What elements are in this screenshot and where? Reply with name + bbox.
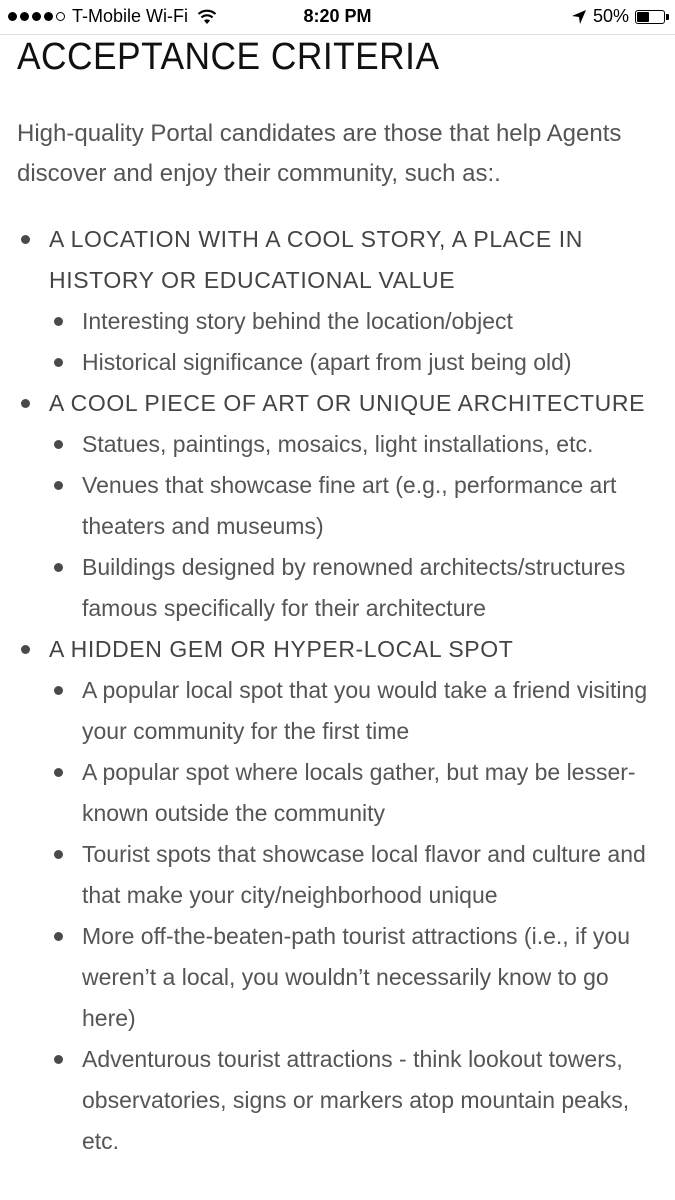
bullet-icon bbox=[54, 563, 63, 572]
list-item bbox=[49, 424, 663, 465]
carrier-name: T-Mobile Wi-Fi bbox=[72, 6, 188, 26]
list-item-text: Buildings designed by renowned architects/structures famous specifically for their architecture bbox=[82, 554, 626, 621]
bullet-icon bbox=[54, 850, 63, 859]
intro-paragraph: High-quality Portal candidates are those that help Agents discover and enjoy their community, such as:. bbox=[17, 120, 622, 187]
bullet-icon bbox=[54, 317, 63, 326]
bullet-icon bbox=[54, 481, 63, 490]
list-item-text: Venues that showcase fine art (e.g., performance art theaters and museums) bbox=[82, 472, 617, 539]
bullet-icon bbox=[54, 932, 63, 941]
sub-list bbox=[49, 424, 663, 629]
list-item-text: More off-the-beaten-path tourist attractions (i.e., if you weren’t a local, you wouldn’t necessarily know to go here) bbox=[82, 923, 631, 1031]
page-title: ACCEPTANCE CRITERIA bbox=[17, 36, 440, 78]
category-title: A LOCATION WITH A COOL STORY, A PLACE IN HISTORY OR EDUCATIONAL VALUE bbox=[49, 226, 583, 293]
sub-list bbox=[49, 670, 663, 1162]
bullet-icon bbox=[54, 440, 63, 449]
list-item-text: Historical significance (apart from just being old) bbox=[82, 349, 572, 375]
list-item bbox=[49, 1039, 663, 1162]
bullet-icon bbox=[21, 235, 30, 244]
category-title: A HIDDEN GEM OR HYPER-LOCAL SPOT bbox=[49, 636, 514, 662]
bullet-icon bbox=[54, 686, 63, 695]
criteria-category bbox=[0, 383, 675, 629]
list-item bbox=[49, 670, 663, 752]
list-item-text: Statues, paintings, mosaics, light installations, etc. bbox=[82, 431, 594, 457]
sub-list bbox=[49, 301, 663, 383]
battery-fill bbox=[637, 12, 649, 22]
list-item-text: A popular spot where locals gather, but may be lesser-known outside the community bbox=[82, 759, 636, 826]
criteria-category bbox=[0, 629, 675, 1162]
category-title: A COOL PIECE OF ART OR UNIQUE ARCHITECTURE bbox=[49, 390, 646, 416]
list-item bbox=[49, 465, 663, 547]
list-item-text: A popular local spot that you would take a friend visiting your community for the first time bbox=[82, 677, 648, 744]
list-item-text: Tourist spots that showcase local flavor and culture and that make your city/neighborhood unique bbox=[82, 841, 646, 908]
battery-icon bbox=[635, 10, 665, 24]
bullet-icon bbox=[54, 768, 63, 777]
list-item bbox=[49, 916, 663, 1039]
bullet-icon bbox=[54, 1055, 63, 1064]
list-item bbox=[49, 342, 663, 383]
status-bar bbox=[0, 0, 675, 35]
bullet-icon bbox=[21, 645, 30, 654]
list-item-text: Adventurous tourist attractions - think lookout towers, observatories, signs or markers atop mountain peaks, etc. bbox=[82, 1046, 630, 1154]
bullet-icon bbox=[21, 399, 30, 408]
criteria-list bbox=[0, 219, 675, 1162]
criteria-category bbox=[0, 219, 675, 383]
bullet-icon bbox=[54, 358, 63, 367]
location-arrow-icon bbox=[571, 9, 587, 25]
list-item bbox=[49, 301, 663, 342]
list-item bbox=[49, 834, 663, 916]
list-item-text: Interesting story behind the location/object bbox=[82, 308, 513, 334]
status-time: 8:20 PM bbox=[303, 6, 372, 26]
battery-percent: 50% bbox=[592, 6, 629, 26]
status-right bbox=[571, 6, 665, 27]
list-item bbox=[49, 547, 663, 629]
list-item bbox=[49, 752, 663, 834]
